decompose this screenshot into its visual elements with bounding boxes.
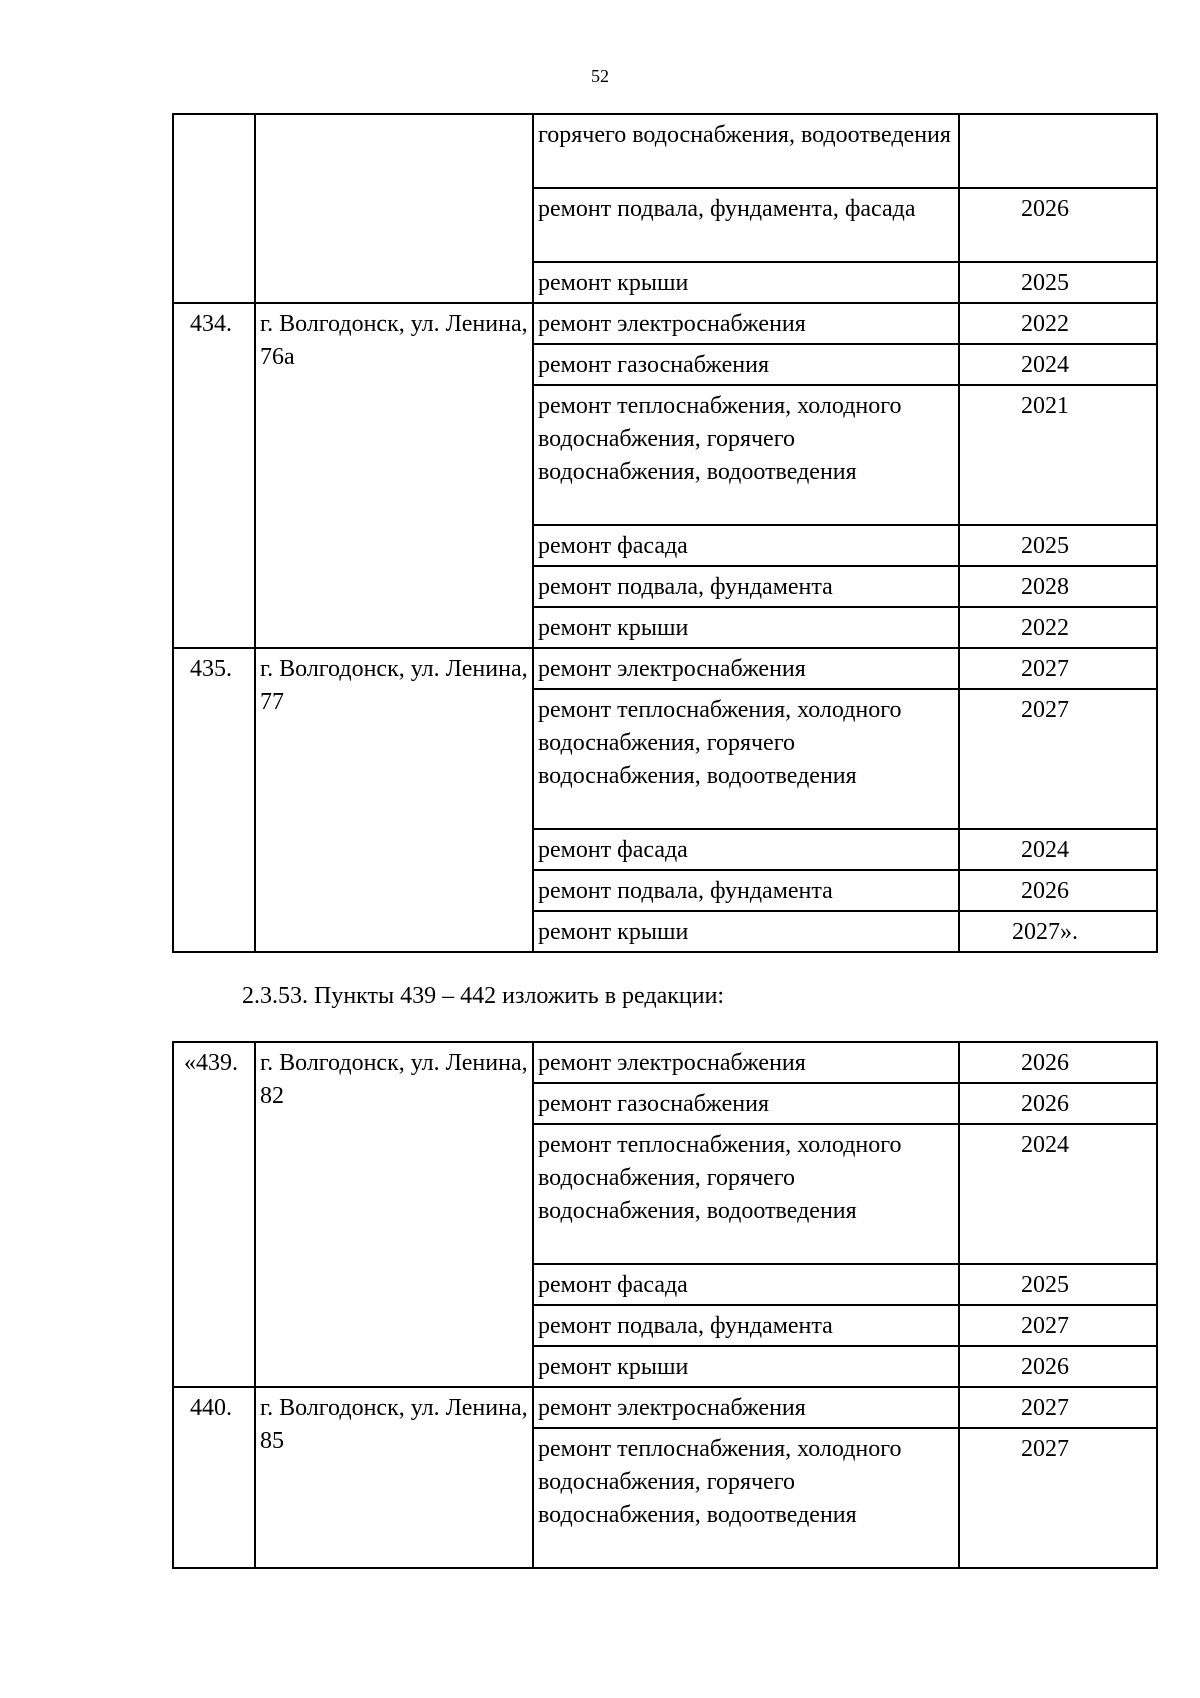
address-cell: г. Волгодонск, ул. Ленина, 85 — [255, 1387, 533, 1568]
year-cell: 2027 — [959, 1428, 1157, 1568]
work-type-cell: ремонт фасада — [533, 829, 959, 870]
work-type-cell: ремонт электроснабжения — [533, 1387, 959, 1428]
work-type-cell: ремонт подвала, фундамента — [533, 870, 959, 911]
table-row — [173, 1042, 1157, 1083]
year-cell: 2026 — [959, 870, 1157, 911]
work-type-cell: ремонт крыши — [533, 911, 959, 952]
item-number-cell: 435. — [173, 648, 255, 952]
year-cell: 2026 — [959, 1083, 1157, 1124]
address-cell — [255, 114, 533, 303]
repair-schedule-table — [172, 1041, 1158, 1569]
table-row — [173, 648, 1157, 689]
address-cell: г. Волгодонск, ул. Ленина, 82 — [255, 1042, 533, 1387]
work-type-cell: ремонт электроснабжения — [533, 1042, 959, 1083]
year-cell: 2025 — [959, 525, 1157, 566]
amendment-paragraph: 2.3.53. Пункты 439 – 442 изложить в редакции: — [242, 983, 725, 1009]
work-type-cell: ремонт газоснабжения — [533, 1083, 959, 1124]
year-cell: 2021 — [959, 385, 1157, 525]
year-cell: 2026 — [959, 1346, 1157, 1387]
year-cell — [959, 114, 1157, 188]
year-cell: 2027 — [959, 689, 1157, 829]
work-type-cell: ремонт теплоснабжения, холодного водоснабжения, горячего водоснабжения, водоотведения — [533, 1124, 959, 1264]
address-cell: г. Волгодонск, ул. Ленина, 76а — [255, 303, 533, 648]
work-type-cell: ремонт крыши — [533, 1346, 959, 1387]
work-type-cell: ремонт электроснабжения — [533, 303, 959, 344]
year-cell: 2026 — [959, 1042, 1157, 1083]
work-type-cell: ремонт подвала, фундамента, фасада — [533, 188, 959, 262]
table-row — [173, 114, 1157, 188]
work-type-cell: ремонт крыши — [533, 262, 959, 303]
work-type-cell: ремонт подвала, фундамента — [533, 566, 959, 607]
item-number-cell — [173, 114, 255, 303]
year-cell: 2027 — [959, 1305, 1157, 1346]
item-number-cell: 434. — [173, 303, 255, 648]
year-cell: 2022 — [959, 303, 1157, 344]
work-type-cell: ремонт теплоснабжения, холодного водоснабжения, горячего водоснабжения, водоотведения — [533, 1428, 959, 1568]
work-type-cell: ремонт газоснабжения — [533, 344, 959, 385]
work-type-cell: ремонт теплоснабжения, холодного водоснабжения, горячего водоснабжения, водоотведения — [533, 385, 959, 525]
work-type-cell: ремонт крыши — [533, 607, 959, 648]
page-number: 52 — [591, 66, 609, 86]
year-cell: 2024 — [959, 344, 1157, 385]
year-cell: 2025 — [959, 1264, 1157, 1305]
year-cell: 2024 — [959, 829, 1157, 870]
table-row — [173, 1387, 1157, 1428]
year-cell: 2027». — [959, 911, 1157, 952]
work-type-cell: ремонт теплоснабжения, холодного водоснабжения, горячего водоснабжения, водоотведения — [533, 689, 959, 829]
item-number-cell: «439. — [173, 1042, 255, 1387]
year-cell: 2024 — [959, 1124, 1157, 1264]
table-row — [173, 303, 1157, 344]
work-type-cell: горячего водоснабжения, водоотведения — [533, 114, 959, 188]
year-cell: 2026 — [959, 188, 1157, 262]
repair-schedule-table — [172, 113, 1158, 953]
work-type-cell: ремонт подвала, фундамента — [533, 1305, 959, 1346]
item-number-cell: 440. — [173, 1387, 255, 1568]
work-type-cell: ремонт электроснабжения — [533, 648, 959, 689]
address-cell: г. Волгодонск, ул. Ленина, 77 — [255, 648, 533, 952]
year-cell: 2025 — [959, 262, 1157, 303]
year-cell: 2028 — [959, 566, 1157, 607]
year-cell: 2027 — [959, 648, 1157, 689]
work-type-cell: ремонт фасада — [533, 1264, 959, 1305]
year-cell: 2022 — [959, 607, 1157, 648]
work-type-cell: ремонт фасада — [533, 525, 959, 566]
year-cell: 2027 — [959, 1387, 1157, 1428]
